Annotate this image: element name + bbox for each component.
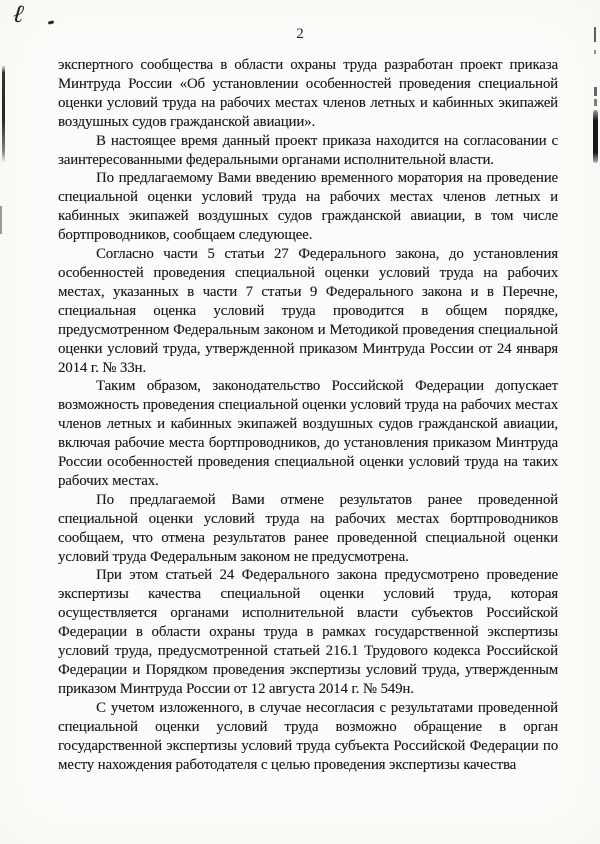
scan-artifact-mark xyxy=(593,110,598,163)
pen-dash-mark xyxy=(48,20,55,24)
paragraph: По предлагаемой Вами отмене результатов ранее проведенной специальной оценки условий труда на рабочих местах бортпроводников сообщаем, что отмена результатов ранее проведенной специальной оценки условий труда Федеральным законом не предусмотрена. xyxy=(58,491,558,565)
scan-artifact-mark xyxy=(594,50,596,54)
document-body-text xyxy=(58,56,558,774)
scan-artifact-mark xyxy=(594,87,597,96)
scan-artifact-left-edge-line xyxy=(2,65,5,163)
paragraph: В настоящее время данный проект приказа находится на согласовании с заинтересованными федеральными органами исполнительной власти. xyxy=(58,132,558,168)
paragraph: Согласно части 5 статьи 27 Федерального закона, до установления особенностей проведения специальной оценки условий труда на рабочих местах, указанных в части 7 статьи 9 Федерального закона и в Перечне, специальная оценка условий труда проводится в общем порядке, предусмотренном Федеральным законом и Методикой проведения специальной оценки условий труда, утвержденной приказом Минтруда России от 24 января 2014 г. № 33н. xyxy=(58,246,558,376)
scan-artifact-left-edge-tick xyxy=(0,206,2,234)
paragraph: По предлагаемому Вами введению временного моратория на проведение специальной оценки условий труда на рабочих местах членов летных и кабинных экипажей воздушных судов гражданской авиации, в том числе бортпроводников, сообщаем следующее. xyxy=(58,170,558,244)
paragraph: При этом статьей 24 Федерального закона предусмотрено проведение экспертизы качества специальной оценки условий труда, которая осуществляется органами исполнительной власти субъектов Российской Федерации в области охраны труда в рамках государственной экспертизы условий труда, предусмотренной статьей 216.1 Трудового кодекса Российской Федерации и Порядком проведения экспертизы условий труда, утвержденным приказом Минтруда России от 12 августа 2014 г. № 549н. xyxy=(58,567,558,697)
paragraph: экспертного сообщества в области охраны труда разработан проект приказа Минтруда России «Об установлении особенностей проведения специальной оценки условий труда на рабочих местах членов летных и кабинных экипажей воздушных судов гражданской авиации». xyxy=(58,57,558,130)
paragraph: Таким образом, законодательство Российской Федерации допускает возможность проведения специальной оценки условий труда на рабочих местах членов летных и кабинных экипажей воздушных судов гражданской авиации, включая рабочие места бортпроводников, до установления приказом Минтруда России особенностей проведения специальной оценки условий труда на таких рабочих местах. xyxy=(58,378,558,489)
handwritten-pen-tick: ℓ xyxy=(11,0,25,29)
page-number: 2 xyxy=(296,26,304,42)
paragraph: С учетом изложенного, в случае несогласия с результатами проведенной специальной оценки условий труда возможно обращение в орган государственной экспертизы условий труда субъекта Российской Федерации по месту нахождения работодателя с целью проведения экспертизы качества xyxy=(58,699,558,773)
scan-artifact-mark xyxy=(594,99,597,106)
